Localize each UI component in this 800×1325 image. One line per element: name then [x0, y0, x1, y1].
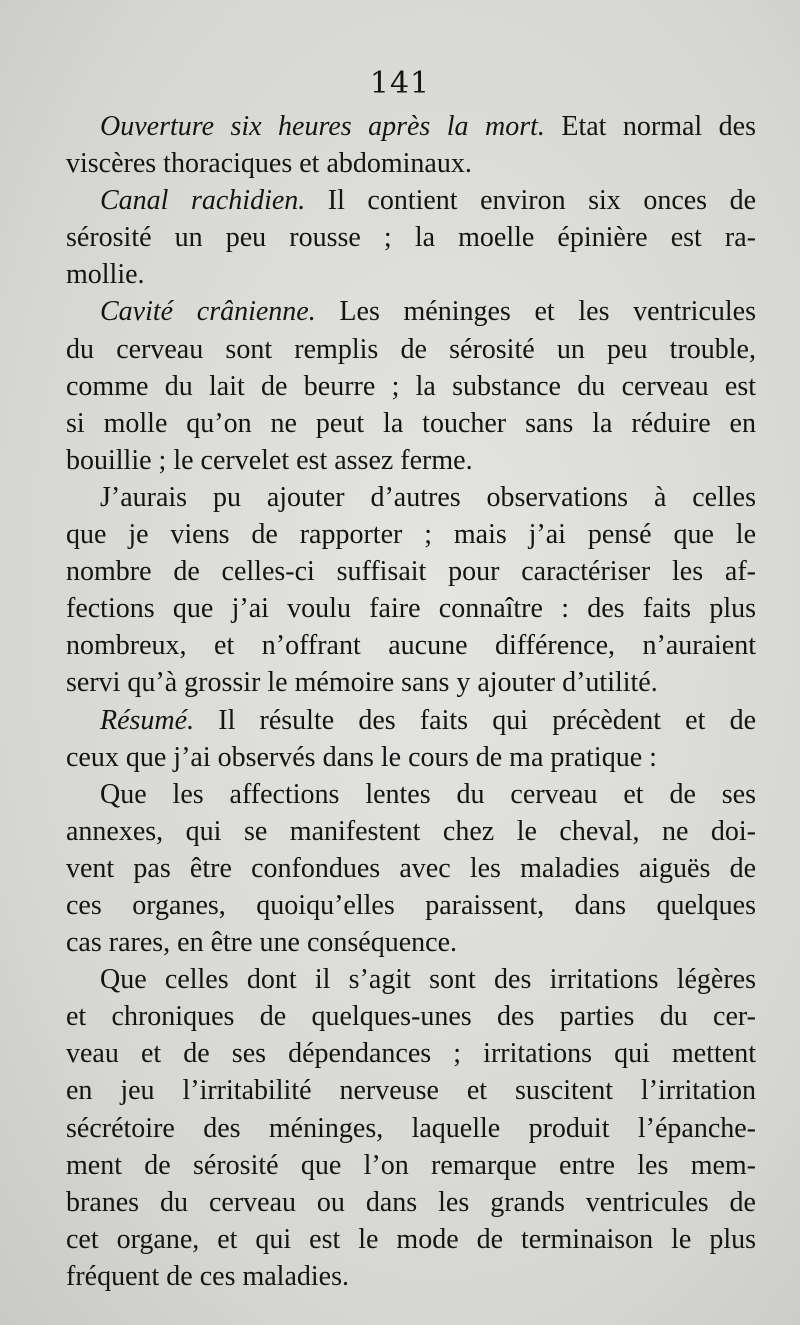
italic-heading: Cavité crânienne. [100, 296, 316, 328]
text-line: cet organe, et qui est le mode de terminaison le plus [66, 1223, 756, 1255]
text-line: veau et de ses dépendances ; irritations qui mettent [66, 1038, 756, 1070]
page-number: 141 [369, 66, 431, 101]
text-line: mollie. [66, 259, 145, 291]
italic-heading: Canal rachidien. [100, 185, 306, 217]
italic-heading: Résumé. [100, 704, 195, 736]
text-line: du cerveau sont remplis de sérosité un peu trouble, [66, 333, 756, 365]
text-line: servi qu’à grossir le mémoire sans y ajouter d’utilité. [66, 667, 658, 699]
text-line: Résumé. Il résulte des faits qui précèdent et de [100, 704, 756, 736]
text-line: nombre de celles-ci suffisait pour caractériser les af- [66, 556, 756, 588]
text-line: ment de sérosité que l’on remarque entre les mem- [66, 1149, 756, 1181]
text-line: Canal rachidien. Il contient environ six onces de [100, 185, 757, 217]
text-line: comme du lait de beurre ; la substance du cerveau est [66, 370, 756, 402]
text-line: fréquent de ces maladies. [66, 1260, 349, 1292]
text-line: cas rares, en être une conséquence. [66, 927, 458, 959]
text-line: fections que j’ai voulu faire connaître : des faits plus [66, 593, 756, 625]
italic-heading: Ouverture six heures après la mort. [100, 111, 545, 142]
text-line: nombreux, et n’offrant aucune différence, n’auraient [66, 630, 756, 662]
text-line: Ouverture six heures après la mort. Etat normal des [100, 111, 756, 142]
body-text [66, 108, 756, 1295]
text-line: branes du cerveau ou dans les grands ventricules de [66, 1186, 756, 1218]
text-line: sécrétoire des méninges, laquelle produit l’épanche- [66, 1112, 756, 1144]
text-line: bouillie ; le cervelet est assez ferme. [66, 444, 473, 476]
text-line: sérosité un peu rousse ; la moelle épinière est ra- [66, 222, 756, 254]
text-line: ces organes, quoiqu’elles paraissent, dans quelques [66, 889, 756, 921]
text-line: Que les affections lentes du cerveau et de ses [100, 778, 756, 810]
text-line: ceux que j’ai observés dans le cours de ma pratique : [66, 741, 657, 773]
text-line: annexes, qui se manifestent chez le cheval, ne doi- [66, 815, 756, 847]
text-line: que je viens de rapporter ; mais j’ai pensé que le [66, 519, 756, 551]
text-line: si molle qu’on ne peut la toucher sans la réduire en [66, 407, 756, 439]
text-line: J’aurais pu ajouter d’autres observations à celles [100, 481, 756, 513]
text-line: Cavité crânienne. Les méninges et les ventricules [100, 296, 756, 328]
text-line: Que celles dont il s’agit sont des irritations légères [100, 964, 756, 996]
text-line: vent pas être confondues avec les maladies aiguës de [66, 852, 756, 884]
text-line: et chroniques de quelques-unes des parties du cer- [66, 1001, 756, 1033]
text-line: en jeu l’irritabilité nerveuse et suscitent l’irritation [66, 1075, 756, 1107]
text-line: viscères thoraciques et abdominaux. [66, 148, 472, 180]
